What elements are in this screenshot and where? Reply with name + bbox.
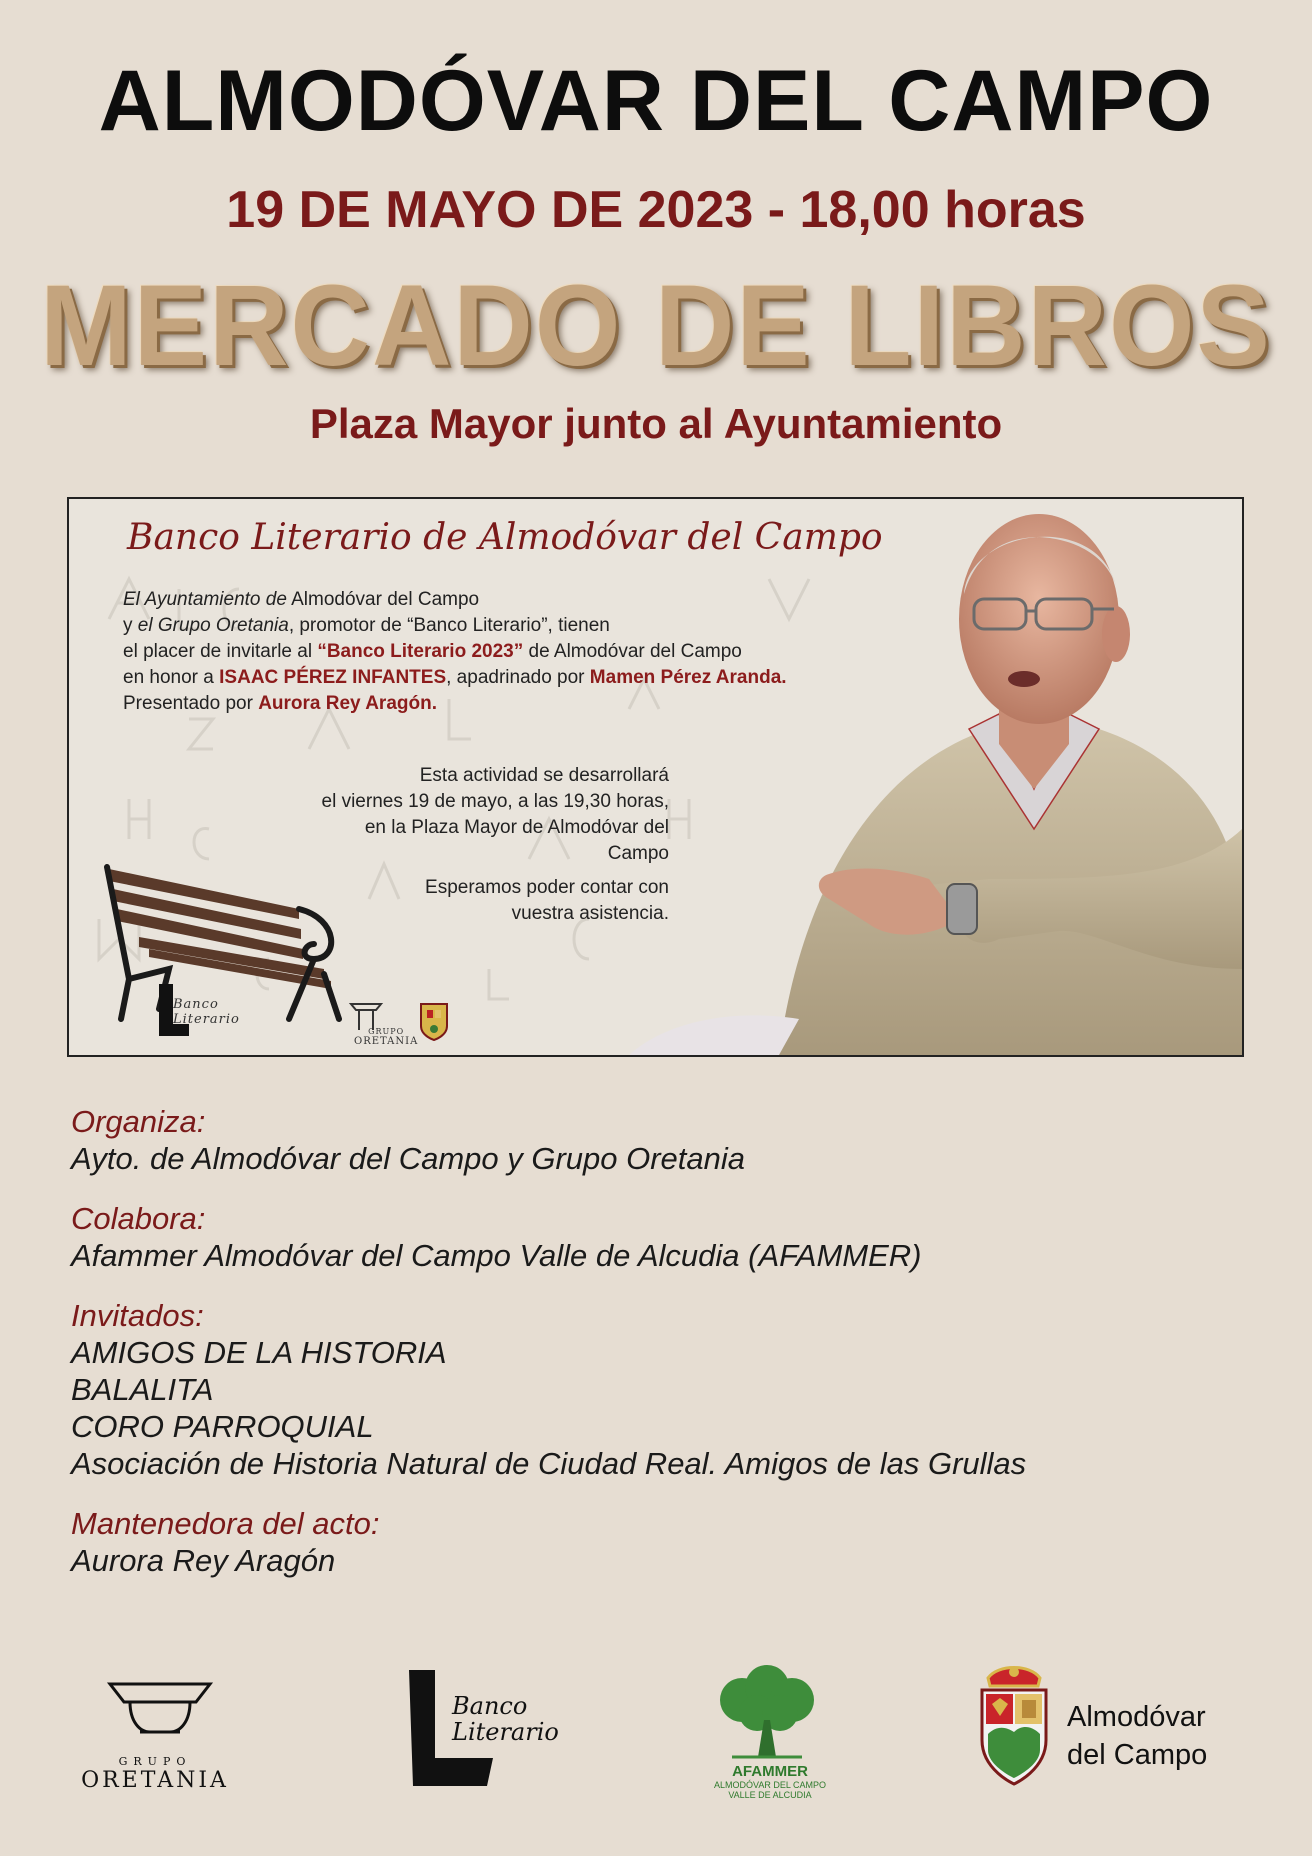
credit-mantenedora: Mantenedora del acto: Aurora Rey Aragón (71, 1506, 380, 1578)
oretania-logo-label: GRUPO ORETANIA (354, 1027, 419, 1047)
town-title: ALMODÓVAR DEL CAMPO (98, 53, 1214, 149)
invitation-title: Banco Literario de Almodóvar del Campo (127, 517, 883, 558)
banco-footer-label: Banco Literario (452, 1692, 559, 1746)
oretania-logo (100, 1670, 220, 1760)
honoree-name: ISAAC PÉREZ INFANTES (219, 667, 447, 688)
afammer-tree-logo (712, 1665, 822, 1765)
invitation-card (67, 497, 1244, 1057)
portrait-photo (629, 499, 1242, 1055)
oretania-footer-label: GRUPO ORETANIA (81, 1755, 229, 1793)
town-footer-label: Almodóvar del Campo (1067, 1701, 1208, 1771)
banco-logo-label: Banco Literario (173, 997, 240, 1027)
credit-colabora: Colabora: Afammer Almodóvar del Campo Valle de Alcudia (AFAMMER) (71, 1201, 922, 1273)
credits-section (71, 1104, 1271, 1603)
town-coat-of-arms (421, 1004, 447, 1040)
town-coat-of-arms (978, 1664, 1050, 1794)
event-date: 19 DE MAYO DE 2023 - 18,00 horas (226, 181, 1086, 239)
credit-invitados: Invitados: AMIGOS DE LA HISTORIA BALALITA CORO PARROQUIAL Asociación de Historia Natural de Ciudad Real. Amigos de las Grullas (71, 1298, 1027, 1481)
invitation-text: El Ayuntamiento de Almodóvar del Campo y el Grupo Oretania, promotor de “Banco Literario”, tienen el placer de invitarle al “Banco Literario 2023” de Almodóvar del Campo en honor a ISAAC PÉREZ INFANTES, apadrinado por Mamen Pérez Aranda. Presentado por Aurora Rey Aragón. (123, 589, 787, 714)
activity-details: Esta actividad se desarrollará el viernes 19 de mayo, a las 19,30 horas, en la Plaza Mayor de Almodóvar del Campo (321, 765, 669, 864)
event-title: MERCADO DE LIBROS (40, 260, 1272, 391)
event-venue: Plaza Mayor junto al Ayuntamiento (309, 400, 1003, 447)
afammer-footer-label: AFAMMER ALMODÓVAR DEL CAMPO VALLE DE ALCUDIA (713, 1763, 827, 1800)
closing-text: Esperamos poder contar con vuestra asistencia. (425, 877, 669, 924)
credit-organiza: Organiza: Ayto. de Almodóvar del Campo y Grupo Oretania (71, 1104, 746, 1176)
